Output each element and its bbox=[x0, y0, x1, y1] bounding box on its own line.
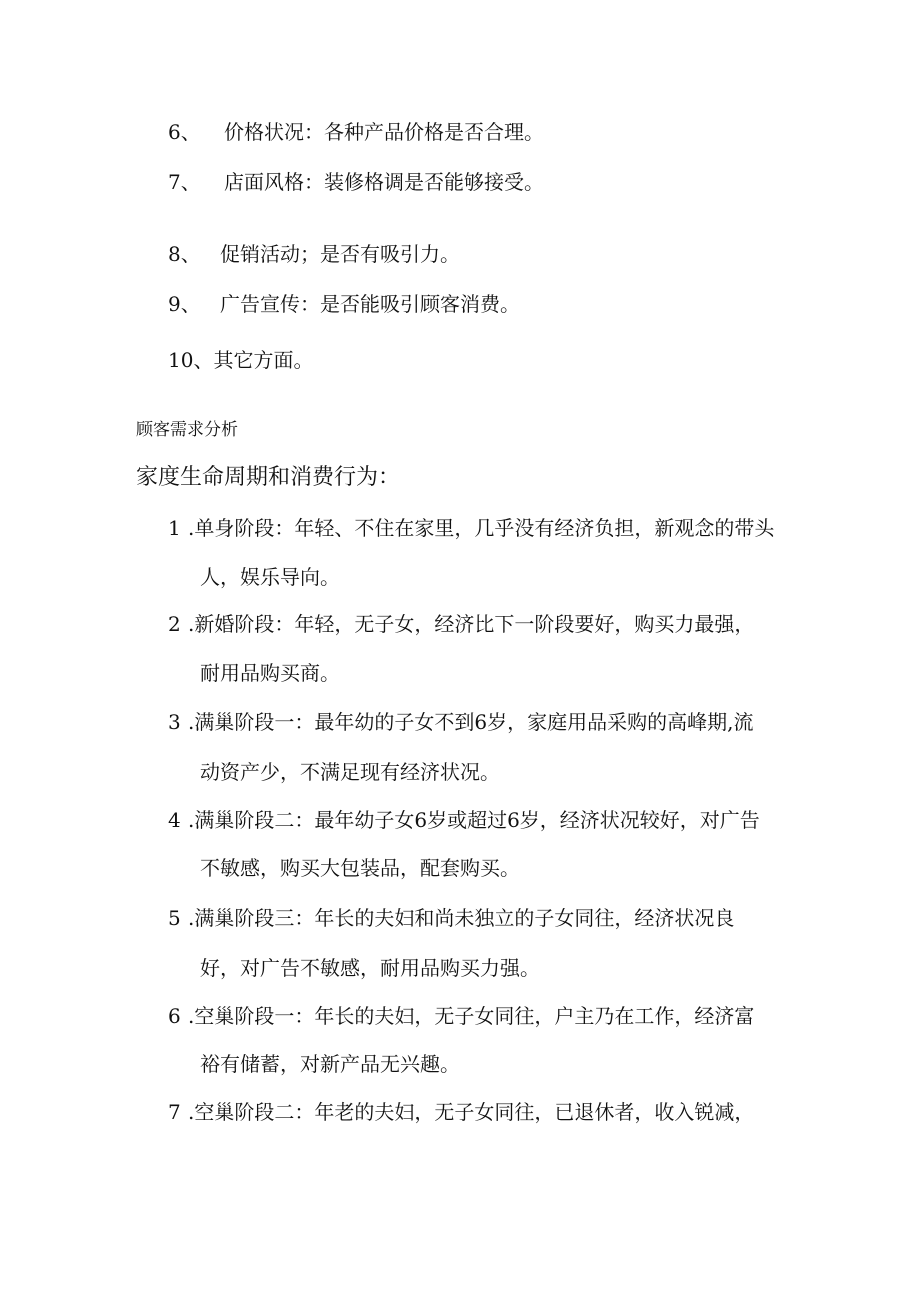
stage-text-line2: 裕有储蓄，对新产品无兴趣。 bbox=[200, 1052, 460, 1076]
stage-number: 3 bbox=[168, 710, 181, 734]
section-title: 顾客需求分析 bbox=[136, 420, 238, 440]
stage-text-line1: .满巢阶段一：最年幼的子女不到6岁，家庭用品采购的高峰期,流 bbox=[188, 710, 754, 734]
list-item bbox=[168, 240, 460, 268]
stage-item bbox=[168, 1098, 754, 1126]
list-text: 店面风格：装修格调是否能够接受。 bbox=[224, 170, 544, 194]
list-number: 8、 bbox=[168, 242, 201, 266]
stage-text-line2: 不敏感，购买大包装品，配套购买。 bbox=[200, 856, 520, 880]
stage-number: 4 bbox=[168, 808, 181, 832]
stage-text-line1: .空巢阶段一：年长的夫妇，无子女同往，户主乃在工作，经济富 bbox=[188, 1004, 755, 1028]
stage-item bbox=[168, 904, 734, 932]
stage-item bbox=[168, 1002, 754, 1030]
stage-item bbox=[168, 708, 753, 736]
stage-item bbox=[168, 610, 754, 638]
list-text: 促销活动；是否有吸引力。 bbox=[220, 242, 460, 266]
stage-item bbox=[168, 514, 774, 542]
stage-text-line2: 人，娱乐导向。 bbox=[200, 565, 340, 589]
subsection-title: 家度生命周期和消费行为： bbox=[136, 465, 401, 490]
list-item bbox=[168, 168, 544, 196]
list-text: 价格状况：各种产品价格是否合理。 bbox=[224, 120, 544, 144]
stage-number: 1 bbox=[168, 516, 181, 540]
stage-text-line1: .空巢阶段二：年老的夫妇，无子女同往，已退休者，收入锐减， bbox=[188, 1100, 755, 1124]
stage-number: 6 bbox=[168, 1004, 181, 1028]
stage-text-line2: 动资产少，不满足现有经济状况。 bbox=[200, 760, 500, 784]
list-item bbox=[168, 118, 544, 146]
stage-number: 7 bbox=[168, 1100, 181, 1124]
stage-text-line2: 耐用品购买商。 bbox=[200, 661, 340, 685]
stage-text-line1: .满巢阶段二：最年幼子女6岁或超过6岁，经济状况较好，对广告 bbox=[188, 808, 760, 832]
list-number: 7、 bbox=[168, 170, 201, 194]
stage-item bbox=[168, 806, 760, 834]
list-text: 其它方面。 bbox=[213, 348, 314, 372]
list-number: 6、 bbox=[168, 120, 201, 144]
list-number: 10、 bbox=[168, 348, 214, 372]
stage-text-line2: 好，对广告不敏感，耐用品购买力强。 bbox=[200, 956, 540, 980]
stage-text-line1: .满巢阶段三：年长的夫妇和尚未独立的子女同往，经济状况良 bbox=[188, 906, 735, 930]
stage-number: 2 bbox=[168, 612, 181, 636]
stage-number: 5 bbox=[168, 906, 181, 930]
stage-text-line1: .新婚阶段：年轻，无子女，经济比下一阶段要好，购买力最强， bbox=[188, 612, 755, 636]
list-item bbox=[168, 290, 520, 318]
list-number: 9、 bbox=[168, 292, 201, 316]
list-item bbox=[168, 346, 313, 374]
stage-text-line1: .单身阶段：年轻、不住在家里，几乎没有经济负担，新观念的带头 bbox=[188, 516, 775, 540]
list-text: 广告宣传：是否能吸引顾客消费。 bbox=[220, 292, 520, 316]
